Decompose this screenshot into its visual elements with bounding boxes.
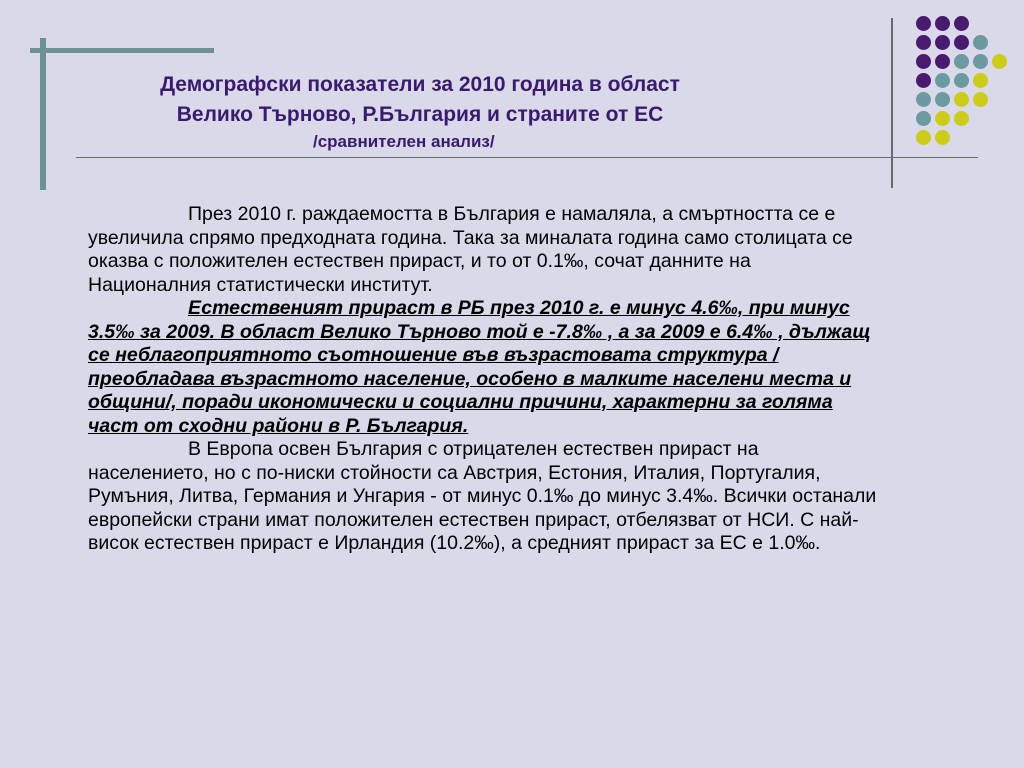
decorative-vertical-bar xyxy=(40,38,46,190)
decorative-dot xyxy=(954,111,969,126)
decorative-dot xyxy=(916,35,931,50)
slide-title-line1: Демографски показатели за 2010 година в област xyxy=(160,73,680,96)
decorative-dot xyxy=(916,92,931,107)
slide-subtitle: /сравнителен анализ/ xyxy=(313,132,495,151)
decorative-dot xyxy=(935,73,950,88)
decorative-dot xyxy=(973,73,988,88)
decorative-horizontal-bar xyxy=(30,48,214,53)
decorative-dot xyxy=(916,111,931,126)
paragraph-europe-comparison: В Европа освен България с отрицателен естествен прираст на населението, но с по-ниски стойности са Австрия, Естония, Италия, Португалия, Румъния, Литва, Германия и Унгария - от минус 0.1‰ до минус 3.4‰. Всички останали европейски страни имат положителен естествен прираст, отбелязват от НСИ. С най-висок естествен прираст е Ирландия (10.2‰), а средният прираст за ЕС е 1.0‰. xyxy=(88,438,877,554)
title-underline-divider xyxy=(76,157,978,158)
decorative-dot xyxy=(916,73,931,88)
decorative-dot xyxy=(954,54,969,69)
decorative-divider-vertical xyxy=(891,18,893,188)
decorative-dot xyxy=(935,130,950,145)
slide-title xyxy=(80,70,760,130)
decorative-dot xyxy=(954,92,969,107)
decorative-dot xyxy=(954,16,969,31)
decorative-dot xyxy=(935,35,950,50)
decorative-dot xyxy=(935,111,950,126)
paragraph-birth-death-rates: През 2010 г. раждаемостта в България е намаляла, а смъртността се е увеличила спрямо предходната година. Така за миналата година само столицата се оказва с положителен естествен прираст, и то от 0.1‰, сочат данните на Националния статистически институт. xyxy=(88,203,853,296)
decorative-dot xyxy=(954,35,969,50)
slide-body xyxy=(88,203,878,556)
decorative-dot xyxy=(916,130,931,145)
decorative-dot xyxy=(954,73,969,88)
slide-title-line2: Велико Търново, Р.България и страните от ЕС xyxy=(176,103,664,126)
decorative-dot xyxy=(935,92,950,107)
paragraph-natural-growth-highlight: Естественият прираст в РБ през 2010 г. е минус 4.6‰, при минус 3.5‰ за 2009. В област Велико Търново той е -7.8‰ , а за 2009 е 6.4‰ , дължащ се неблагоприятното съотношение във възрастовата структура / преобладава възрастното население, особено в малките населени места и общини/, поради икономически и социални причини, характерни за голяма част от сходни райони в Р. България. xyxy=(88,297,871,437)
decorative-dot xyxy=(973,92,988,107)
decorative-dot xyxy=(973,35,988,50)
decorative-dot xyxy=(916,16,931,31)
decorative-dot xyxy=(935,54,950,69)
decorative-dot xyxy=(935,16,950,31)
decorative-dot xyxy=(916,54,931,69)
decorative-dot xyxy=(992,54,1007,69)
decorative-dot xyxy=(973,54,988,69)
